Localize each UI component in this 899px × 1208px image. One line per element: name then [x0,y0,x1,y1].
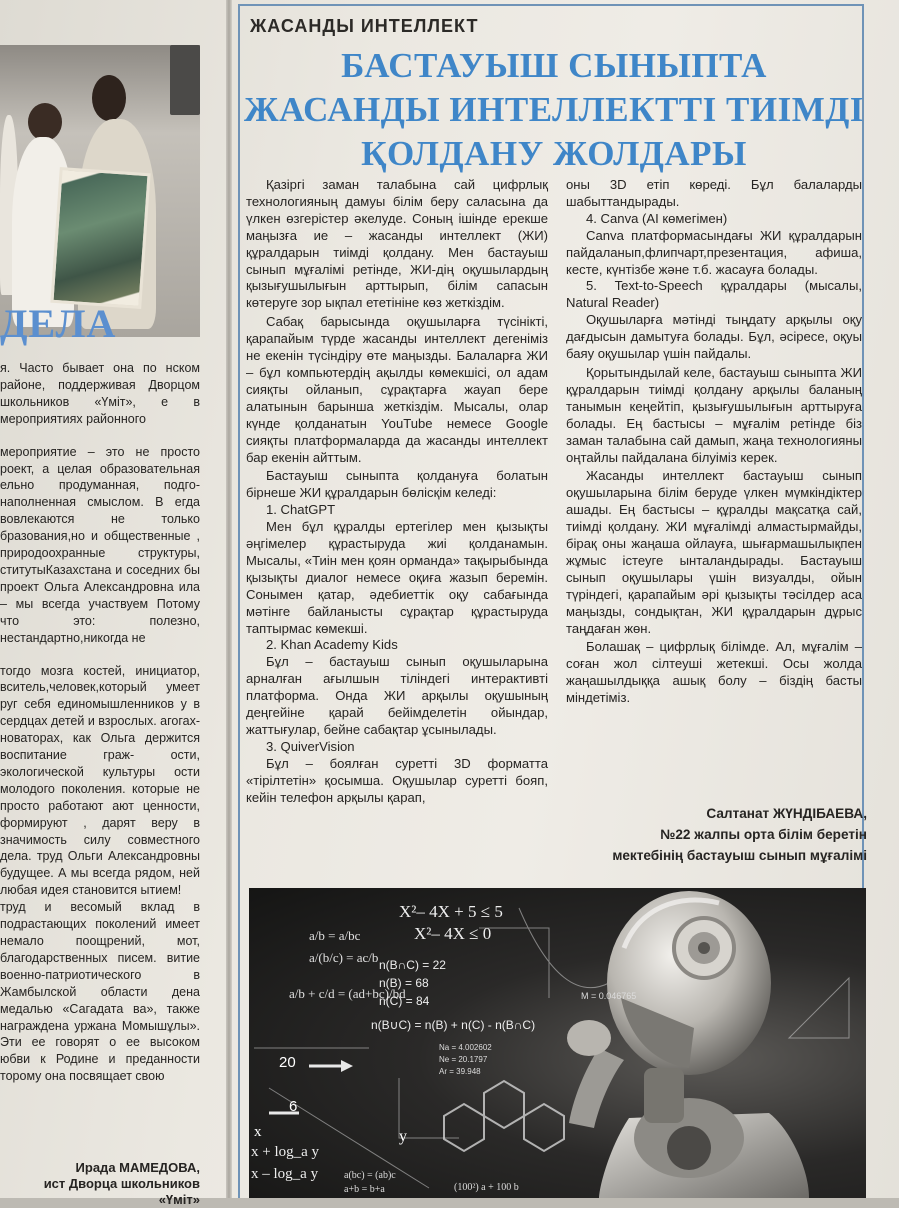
left-paragraph: труд и весомый вклад в подрастающих поколений имеет немало поощрений, мот, благодарственных писем. витие военно-патриотического в Жамбылской области дена медалью «Сагадата ва», также награждена уржана Момышұлы». Эти ее говорят о ее высоком юбви к Родине и преданности торому она посвящает свою [0,900,200,1084]
formula: n(B∩C) = 22 [379,958,446,972]
list-item-heading: 1. ChatGPT [266,502,336,518]
formula: 20 [279,1054,296,1071]
formula: n(B) = 68 [379,976,429,990]
event-photo [0,45,200,337]
formula: y [399,1128,407,1145]
formula: 6 [289,1098,298,1115]
author-signature [612,803,867,866]
left-column-text [0,360,200,1085]
formula: X²– 4X + 5 ≤ 5 [399,902,503,921]
arrow-head-icon [341,1060,353,1072]
left-paragraph: мероприятие – это не просто роект, а целая образовательная ельно продуманная, подго- наполненная смыслом. В егда вовлекаются не только бразования,но и общественные , природоохранные структуры, ститутыКазахстана и соседних бы проект Ольга Александровна ила – мы всегда участвуем Потому что это: полезно, нестандартно,никогда не [0,444,200,645]
article-column-1 [246,177,548,807]
paragraph: Сабақ барысында оқушыларға түсінікті, қарапайым түрде жасанды интеллект дегеніміз не екенін түсіндіру өте маңызды. Балаларға ЖИ – бұл компьютердің ақылды көмекшісі, ол адам сияқты ойланып, сұрақтарға жауап бере алатынын барынша жеткіздім. Мысалы, олар күнде қолданатын YouTube немесе Google сияқты платформаларда да жасанды интеллект бар екенін айттым. [246,314,548,465]
banner [170,45,200,115]
author-position: мектебінің бастауыш сынып мұғалімі [612,848,867,863]
paragraph: Қазіргі заман талабына сай цифрлық технологияның дамуы білім беру саласына да үлкен өзгерістер әкелуде. Соның ішінде ерекше маңызға ие – жасанды интеллект (ЖИ) құралдарын тиімді қолдану. Мен бастауыш сынып мұғалімі ретінде, ЖИ-дің оқушылардың қызығушылығын арттырып, білім сапасын көтеруге зор ықпал ететініне көз жеткіздім. [246,177,548,311]
article-border-left [238,4,240,1198]
paragraph: Мен бұл құралды ертегілер мен қызықты әңгімелер құрастыруда жиі қолданамын. Мысалы, «Тиін мен қоян орманда» тақырыбында қызықты диалог немесе оқиға жазып беремін. Сонымен қатар, әдебиеттік оқу сабағында мәтінге байланысты сұрақтар құрастыруда таптырмас көмекші. [246,519,548,636]
formula: Na = 4.002602 [439,1043,492,1052]
person-head [92,75,126,121]
paragraph: оны 3D етіп көреді. Бұл балаларды шабыттандырады. [566,177,862,209]
paragraph: Оқушыларға мәтінді тыңдату арқылы оқу дағдысын дамытуға болады. Бұл, әсіресе, оқуы баяу оқушылар үшін пайдалы. [566,312,862,362]
formula: x [254,1124,262,1140]
author-name: Салтанат ЖҮНДІБАЕВА, [706,806,867,821]
paragraph: Бастауыш сыныпта қолдануға болатын бірнеше ЖИ құралдарын бөлісқім келеді: [246,468,548,501]
list-item-heading: 3. QuiverVision [266,738,355,754]
section-rubric: ЖАСАНДЫ ИНТЕЛЛЕКТ [250,16,479,36]
paragraph: Жасанды интеллект бастауыш сынып оқушыларына білім беруде үлкен мүмкіндіктер ашады. Ең бастысы – құралды мақсатқа сай, тиімді қолдану. ЖИ мұғалімді алмастырмайды, бірақ оны жаңаша ойлауға, шығармашылықпен жұмыс істеуге ынталандырады. Бастауыш сынып оқушылары үшін визуалды, ойын түріндегі, қарапайым әрі қызықты тәсілдер аса маңызды, сондықтан, ЖИ құралдарын дұрыс таңдаған жөн. [566,468,862,636]
robot-figure [567,891,809,1198]
formula: a/b = a/bc [309,928,361,943]
paragraph: Бұл – бастауыш сынып оқушыларына арналған ағылшын тіліндегі интерактивті платформа. Онда ЖИ арқылы оқушының деңгейіне қарай бейімделетін ойындар, жаттығулар, бейне сабақтар ұсынылады. [246,654,548,737]
paragraph: Қорытындылай келе, бастауыш сыныпта ЖИ құралдарын тиімді қолдану арқылы баланың танымын кеңейтіп, қызығушылығын арттыруға болады. Ең бастысы – мұғалім ретінде біз заман талабына сай дамып, жаңа технологияны оңтайлы пайдалана білуіміз керек. [566,364,862,465]
paragraph: Бұл – боялған суретті 3D форматта «тірілтетін» қосымша. Оқушылар суретті бояп, кейін телефон арқылы қарап, [246,755,548,805]
left-signature-name: Ирада МАМЕДОВА, [75,1160,200,1175]
formula: Ar = 39.948 [439,1067,481,1076]
formula: (100²) a + 100 b [454,1182,519,1193]
formula: a+b = b+a [344,1184,385,1195]
left-paragraph: я. Часто бывает она по нском районе, поддерживая Дворцом школьников «Үміт», е в мероприятиях районного [0,361,200,426]
formula: Ne = 20.1797 [439,1055,488,1064]
author-school: №22 жалпы орта білім беретін [660,827,867,842]
list-item-heading: 5. Text-to-Speech құралдары (мысалы, Natural Reader) [566,278,862,311]
person-head [28,103,62,141]
article-border-top [238,4,864,6]
left-signature-role: ист Дворца школьников «Үміт» [43,1176,200,1207]
painting [50,167,150,309]
formula: x – log_a y [251,1166,319,1182]
left-signature [0,1160,200,1208]
page-fold [226,0,232,1198]
molecule-icon [444,1081,564,1151]
list-item-heading: 2. Khan Academy Kids [266,637,398,653]
left-heading-fragment: ДЕЛА [0,301,117,346]
formula: M = 0.046765 [581,991,637,1001]
paragraph: Болашақ – цифрлық білімде. Ал, мұғалім – соған жол сілтеуші жетекші. Осы жолда жаңашылдыққа ашық болу – біздің басты міндетіміз. [566,639,862,706]
formula: n(B∪C) = n(B) + n(C) - n(B∩C) [371,1018,536,1032]
list-item-heading: 4. Canva (AI көмегімен) [586,210,728,226]
article-column-2 [566,177,862,707]
formula: x + log_a y [251,1144,320,1160]
formula: a/(b/c) = ac/b [309,950,379,965]
formula: n(C) = 84 [379,994,430,1008]
paragraph: Canva платформасындағы ЖИ құралдарын пайдаланып,флипчарт,презентация, афиша, кесте, күнтізбе және т.б. жасауға болады. [566,227,862,277]
ai-robot-illustration [249,888,866,1198]
formula: a(bc) = (ab)c [344,1170,396,1181]
article-headline: БАСТАУЫШ СЫНЫПТА ЖАСАНДЫ ИНТЕЛЛЕКТТІ ТИІМДІ ҚОЛДАНУ ЖОЛДАРЫ [244,46,864,173]
formula: X²– 4X ≤ 0 [414,924,492,943]
left-paragraph: тогдо мозга костей, инициатор, вситель,человек,который умеет руг себя единомышленников у в сердцах детей и взрослых. агогах-новаторах, как Ольга держится воспитание граж- ости, экологической культуры ости молодого поколения. которые не просто работают ают ценности, формируют , дарят веру в значимость силу совместного дела. труд Ольги Александровны будущее. А мы всегда рядом, ней любая идея становится ытием! [0,663,200,898]
formula: a/b + c/d = (ad+bc)/bd [289,986,406,1001]
